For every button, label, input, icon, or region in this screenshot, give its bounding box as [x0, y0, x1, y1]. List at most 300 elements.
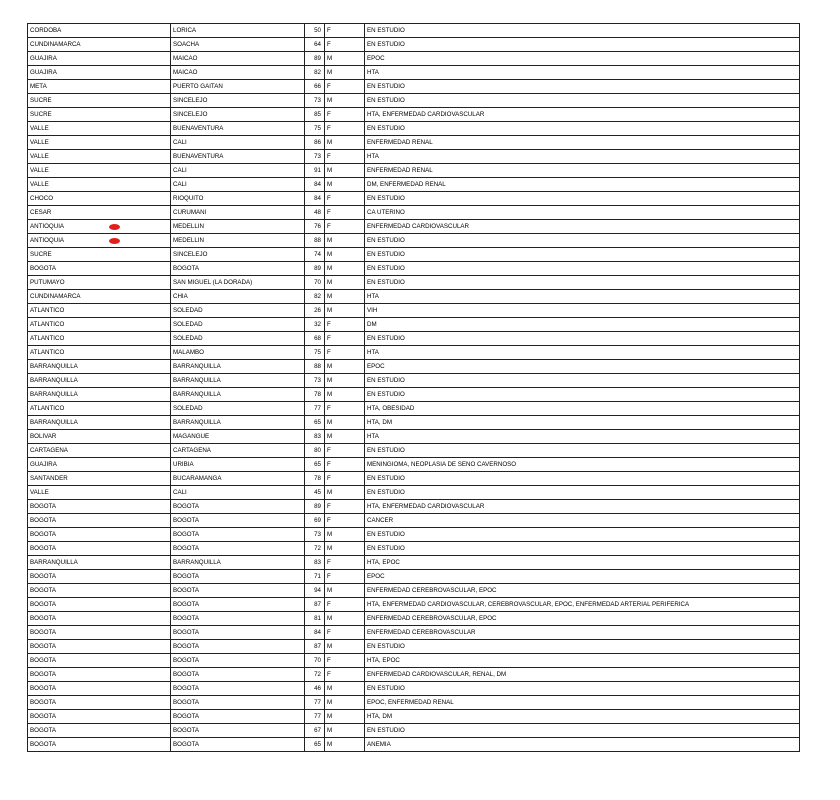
diagnosis-cell: HTA — [365, 150, 800, 164]
diagnosis-cell: CANCER — [365, 514, 800, 528]
age-cell: 87 — [305, 598, 325, 612]
department-cell: VALLE — [28, 486, 171, 500]
department-cell: BARRANQUILLA — [28, 556, 171, 570]
sex-cell: M — [325, 584, 365, 598]
diagnosis-cell: EN ESTUDIO — [365, 192, 800, 206]
sex-cell: F — [325, 514, 365, 528]
diagnosis-cell: ENFERMEDAD RENAL — [365, 164, 800, 178]
city-cell: MEDELLIN — [171, 220, 305, 234]
sex-cell: M — [325, 66, 365, 80]
city-cell: SOLEDAD — [171, 304, 305, 318]
sex-cell: M — [325, 276, 365, 290]
city-cell: URIBIA — [171, 458, 305, 472]
table-row — [28, 514, 800, 528]
city-cell: SOACHA — [171, 38, 305, 52]
city-cell: BOGOTA — [171, 640, 305, 654]
diagnosis-cell: ENFERMEDAD CEREBROVASCULAR — [365, 626, 800, 640]
age-cell: 73 — [305, 528, 325, 542]
sex-cell: F — [325, 654, 365, 668]
department-cell: BOGOTA — [28, 668, 171, 682]
diagnosis-cell: ENFERMEDAD RENAL — [365, 136, 800, 150]
sex-cell: M — [325, 528, 365, 542]
table-row — [28, 402, 800, 416]
sex-cell: M — [325, 682, 365, 696]
diagnosis-cell: EN ESTUDIO — [365, 724, 800, 738]
diagnosis-cell: EPOC — [365, 52, 800, 66]
sex-cell: M — [325, 430, 365, 444]
diagnosis-cell: HTA, ENFERMEDAD CARDIOVASCULAR, CEREBROVASCULAR, EPOC, ENFERMEDAD ARTERIAL PERIFERICA — [365, 598, 800, 612]
age-cell: 67 — [305, 724, 325, 738]
department-cell: VALLE — [28, 136, 171, 150]
city-cell: BOGOTA — [171, 528, 305, 542]
department-cell: BOGOTA — [28, 514, 171, 528]
age-cell: 73 — [305, 94, 325, 108]
department-cell: PUTUMAYO — [28, 276, 171, 290]
sex-cell: M — [325, 640, 365, 654]
table-row — [28, 668, 800, 682]
diagnosis-cell: EN ESTUDIO — [365, 682, 800, 696]
city-cell: BARRANQUILLA — [171, 388, 305, 402]
city-cell: CALI — [171, 164, 305, 178]
city-cell: CHIA — [171, 290, 305, 304]
department-cell: BARRANQUILLA — [28, 360, 171, 374]
city-cell: RIOQUITO — [171, 192, 305, 206]
diagnosis-cell: ENFERMEDAD CARDIOVASCULAR, RENAL, DM — [365, 668, 800, 682]
city-cell: MAICAO — [171, 66, 305, 80]
table-row — [28, 598, 800, 612]
department-cell: ATLANTICO — [28, 402, 171, 416]
city-cell: BOGOTA — [171, 570, 305, 584]
city-cell: BARRANQUILLA — [171, 374, 305, 388]
department-cell: VALLE — [28, 150, 171, 164]
city-cell: PUERTO GAITAN — [171, 80, 305, 94]
diagnosis-cell: EN ESTUDIO — [365, 542, 800, 556]
city-cell: SINCELEJO — [171, 248, 305, 262]
city-cell: MALAMBO — [171, 346, 305, 360]
sex-cell: M — [325, 724, 365, 738]
city-cell: BOGOTA — [171, 710, 305, 724]
department-cell: ANTIOQUIA — [28, 234, 171, 248]
table-row — [28, 150, 800, 164]
department-cell: ATLANTICO — [28, 318, 171, 332]
department-cell: BOGOTA — [28, 682, 171, 696]
diagnosis-cell: EN ESTUDIO — [365, 80, 800, 94]
diagnosis-cell: EN ESTUDIO — [365, 262, 800, 276]
table-row — [28, 486, 800, 500]
age-cell: 50 — [305, 24, 325, 38]
sex-cell: F — [325, 668, 365, 682]
department-cell: CORDOBA — [28, 24, 171, 38]
department-cell: VALLE — [28, 178, 171, 192]
sex-cell: F — [325, 206, 365, 220]
sex-cell: M — [325, 374, 365, 388]
department-cell: BOGOTA — [28, 584, 171, 598]
sex-cell: F — [325, 472, 365, 486]
age-cell: 94 — [305, 584, 325, 598]
table-row — [28, 220, 800, 234]
sex-cell: M — [325, 304, 365, 318]
cases-table-body — [28, 24, 800, 752]
department-cell: BOGOTA — [28, 598, 171, 612]
department-cell: BOLIVAR — [28, 430, 171, 444]
department-cell: BOGOTA — [28, 654, 171, 668]
diagnosis-cell: ENFERMEDAD CARDIOVASCULAR — [365, 220, 800, 234]
diagnosis-cell: MENINGIOMA, NEOPLASIA DE SENO CAVERNOSO — [365, 458, 800, 472]
department-cell: ATLANTICO — [28, 346, 171, 360]
department-cell: BOGOTA — [28, 640, 171, 654]
city-cell: CALI — [171, 136, 305, 150]
age-cell: 66 — [305, 80, 325, 94]
diagnosis-cell: EN ESTUDIO — [365, 640, 800, 654]
sex-cell: M — [325, 360, 365, 374]
age-cell: 77 — [305, 402, 325, 416]
sex-cell: F — [325, 556, 365, 570]
department-cell: META — [28, 80, 171, 94]
city-cell: BOGOTA — [171, 696, 305, 710]
diagnosis-cell: HTA, EPOC — [365, 654, 800, 668]
department-cell: VALLE — [28, 122, 171, 136]
table-row — [28, 388, 800, 402]
diagnosis-cell: EN ESTUDIO — [365, 94, 800, 108]
table-row — [28, 696, 800, 710]
highlight-mark — [109, 238, 120, 244]
diagnosis-cell: EN ESTUDIO — [365, 444, 800, 458]
city-cell: BARRANQUILLA — [171, 416, 305, 430]
age-cell: 83 — [305, 430, 325, 444]
age-cell: 84 — [305, 192, 325, 206]
department-cell: SUCRE — [28, 108, 171, 122]
diagnosis-cell: EN ESTUDIO — [365, 332, 800, 346]
age-cell: 77 — [305, 696, 325, 710]
age-cell: 26 — [305, 304, 325, 318]
city-cell: BUENAVENTURA — [171, 122, 305, 136]
age-cell: 82 — [305, 290, 325, 304]
sex-cell: F — [325, 598, 365, 612]
age-cell: 78 — [305, 472, 325, 486]
sex-cell: M — [325, 94, 365, 108]
diagnosis-cell: HTA, DM — [365, 710, 800, 724]
age-cell: 64 — [305, 38, 325, 52]
department-cell: CARTAGENA — [28, 444, 171, 458]
city-cell: BOGOTA — [171, 542, 305, 556]
table-row — [28, 430, 800, 444]
table-row — [28, 318, 800, 332]
department-cell: GUAJIRA — [28, 458, 171, 472]
table-row — [28, 458, 800, 472]
table-row — [28, 416, 800, 430]
sex-cell: M — [325, 612, 365, 626]
table-row — [28, 304, 800, 318]
diagnosis-cell: EN ESTUDIO — [365, 38, 800, 52]
city-cell: SINCELEJO — [171, 108, 305, 122]
diagnosis-cell: EPOC — [365, 570, 800, 584]
city-cell: BOGOTA — [171, 500, 305, 514]
age-cell: 75 — [305, 346, 325, 360]
city-cell: BUCARAMANGA — [171, 472, 305, 486]
table-row — [28, 332, 800, 346]
age-cell: 75 — [305, 122, 325, 136]
age-cell: 32 — [305, 318, 325, 332]
sex-cell: M — [325, 52, 365, 66]
highlight-mark — [109, 224, 120, 230]
city-cell: BARRANQUILLA — [171, 556, 305, 570]
diagnosis-cell: EN ESTUDIO — [365, 122, 800, 136]
table-row — [28, 206, 800, 220]
table-row — [28, 136, 800, 150]
sex-cell: F — [325, 500, 365, 514]
sex-cell: F — [325, 192, 365, 206]
sex-cell: F — [325, 108, 365, 122]
table-row — [28, 374, 800, 388]
city-cell: MAGANGUE — [171, 430, 305, 444]
age-cell: 86 — [305, 136, 325, 150]
sex-cell: M — [325, 542, 365, 556]
diagnosis-cell: EN ESTUDIO — [365, 486, 800, 500]
city-cell: SAN MIGUEL (LA DORADA) — [171, 276, 305, 290]
table-row — [28, 738, 800, 752]
city-cell: BOGOTA — [171, 584, 305, 598]
age-cell: 46 — [305, 682, 325, 696]
age-cell: 70 — [305, 654, 325, 668]
age-cell: 88 — [305, 360, 325, 374]
department-cell: SANTANDER — [28, 472, 171, 486]
sex-cell: F — [325, 570, 365, 584]
table-row — [28, 290, 800, 304]
department-cell: BOGOTA — [28, 528, 171, 542]
diagnosis-cell: EN ESTUDIO — [365, 388, 800, 402]
sex-cell: F — [325, 402, 365, 416]
department-cell: VALLE — [28, 164, 171, 178]
table-row — [28, 724, 800, 738]
city-cell: CALI — [171, 486, 305, 500]
sex-cell: M — [325, 416, 365, 430]
table-row — [28, 52, 800, 66]
age-cell: 73 — [305, 150, 325, 164]
sex-cell: F — [325, 346, 365, 360]
sex-cell: M — [325, 290, 365, 304]
diagnosis-cell: HTA — [365, 430, 800, 444]
table-row — [28, 80, 800, 94]
city-cell: BARRANQUILLA — [171, 360, 305, 374]
age-cell: 68 — [305, 332, 325, 346]
table-row — [28, 682, 800, 696]
city-cell: SINCELEJO — [171, 94, 305, 108]
sex-cell: F — [325, 626, 365, 640]
table-row — [28, 108, 800, 122]
diagnosis-cell: ANEMIA — [365, 738, 800, 752]
table-row — [28, 66, 800, 80]
sex-cell: F — [325, 444, 365, 458]
table-row — [28, 640, 800, 654]
age-cell: 77 — [305, 710, 325, 724]
diagnosis-cell: EN ESTUDIO — [365, 24, 800, 38]
table-row — [28, 556, 800, 570]
table-row — [28, 528, 800, 542]
department-cell: BOGOTA — [28, 570, 171, 584]
diagnosis-cell: HTA — [365, 346, 800, 360]
department-cell: BOGOTA — [28, 612, 171, 626]
diagnosis-cell: HTA, DM — [365, 416, 800, 430]
age-cell: 82 — [305, 66, 325, 80]
sex-cell: M — [325, 136, 365, 150]
table-row — [28, 164, 800, 178]
table-row — [28, 570, 800, 584]
age-cell: 65 — [305, 458, 325, 472]
table-row — [28, 24, 800, 38]
table-row — [28, 584, 800, 598]
sex-cell: M — [325, 486, 365, 500]
department-cell: ANTIOQUIA — [28, 220, 171, 234]
age-cell: 78 — [305, 388, 325, 402]
age-cell: 74 — [305, 248, 325, 262]
age-cell: 84 — [305, 178, 325, 192]
age-cell: 84 — [305, 626, 325, 640]
diagnosis-cell: CA UTERINO — [365, 206, 800, 220]
sex-cell: M — [325, 388, 365, 402]
department-cell: BOGOTA — [28, 724, 171, 738]
department-cell: CUNDINAMARCA — [28, 38, 171, 52]
table-row — [28, 654, 800, 668]
diagnosis-cell: ENFERMEDAD CEREBROVASCULAR, EPOC — [365, 612, 800, 626]
age-cell: 85 — [305, 108, 325, 122]
department-cell: BOGOTA — [28, 738, 171, 752]
age-cell: 71 — [305, 570, 325, 584]
city-cell: BOGOTA — [171, 682, 305, 696]
city-cell: SOLEDAD — [171, 332, 305, 346]
diagnosis-cell: EN ESTUDIO — [365, 528, 800, 542]
city-cell: BOGOTA — [171, 724, 305, 738]
age-cell: 72 — [305, 668, 325, 682]
table-row — [28, 710, 800, 724]
age-cell: 91 — [305, 164, 325, 178]
diagnosis-cell: HTA, OBESIDAD — [365, 402, 800, 416]
diagnosis-cell: HTA — [365, 66, 800, 80]
diagnosis-cell: ENFERMEDAD CEREBROVASCULAR, EPOC — [365, 584, 800, 598]
table-row — [28, 360, 800, 374]
city-cell: BOGOTA — [171, 262, 305, 276]
diagnosis-cell: EN ESTUDIO — [365, 472, 800, 486]
city-cell: BOGOTA — [171, 668, 305, 682]
age-cell: 88 — [305, 234, 325, 248]
age-cell: 65 — [305, 416, 325, 430]
city-cell: CARTAGENA — [171, 444, 305, 458]
sex-cell: F — [325, 38, 365, 52]
age-cell: 89 — [305, 262, 325, 276]
sex-cell: F — [325, 318, 365, 332]
table-row — [28, 612, 800, 626]
diagnosis-cell: HTA, ENFERMEDAD CARDIOVASCULAR — [365, 500, 800, 514]
sex-cell: M — [325, 234, 365, 248]
table-row — [28, 248, 800, 262]
city-cell: BOGOTA — [171, 738, 305, 752]
sex-cell: F — [325, 150, 365, 164]
age-cell: 87 — [305, 640, 325, 654]
age-cell: 73 — [305, 374, 325, 388]
age-cell: 45 — [305, 486, 325, 500]
age-cell: 89 — [305, 52, 325, 66]
age-cell: 65 — [305, 738, 325, 752]
diagnosis-cell: DM, ENFERMEDAD RENAL — [365, 178, 800, 192]
department-cell: CESAR — [28, 206, 171, 220]
age-cell: 83 — [305, 556, 325, 570]
table-row — [28, 38, 800, 52]
department-cell: CHOCO — [28, 192, 171, 206]
age-cell: 80 — [305, 444, 325, 458]
diagnosis-cell: EN ESTUDIO — [365, 248, 800, 262]
age-cell: 48 — [305, 206, 325, 220]
city-cell: MEDELLIN — [171, 234, 305, 248]
diagnosis-cell: EN ESTUDIO — [365, 374, 800, 388]
sex-cell: F — [325, 458, 365, 472]
department-cell: ATLANTICO — [28, 332, 171, 346]
sex-cell: M — [325, 164, 365, 178]
department-cell: BOGOTA — [28, 500, 171, 514]
cases-table — [27, 23, 800, 752]
city-cell: MAICAO — [171, 52, 305, 66]
department-cell: BARRANQUILLA — [28, 416, 171, 430]
table-row — [28, 444, 800, 458]
diagnosis-cell: EN ESTUDIO — [365, 276, 800, 290]
city-cell: SOLEDAD — [171, 318, 305, 332]
age-cell: 70 — [305, 276, 325, 290]
age-cell: 89 — [305, 500, 325, 514]
diagnosis-cell: DM — [365, 318, 800, 332]
department-cell: BOGOTA — [28, 710, 171, 724]
sex-cell: F — [325, 80, 365, 94]
city-cell: BUENAVENTURA — [171, 150, 305, 164]
sex-cell: F — [325, 24, 365, 38]
city-cell: BOGOTA — [171, 612, 305, 626]
age-cell: 76 — [305, 220, 325, 234]
age-cell: 81 — [305, 612, 325, 626]
table-row — [28, 178, 800, 192]
department-cell: BOGOTA — [28, 542, 171, 556]
table-row — [28, 234, 800, 248]
table-row — [28, 626, 800, 640]
city-cell: CALI — [171, 178, 305, 192]
diagnosis-cell: HTA — [365, 290, 800, 304]
department-cell: BOGOTA — [28, 696, 171, 710]
diagnosis-cell: VIH — [365, 304, 800, 318]
department-cell: SUCRE — [28, 94, 171, 108]
department-cell: GUAJIRA — [28, 52, 171, 66]
table-row — [28, 346, 800, 360]
department-cell: BARRANQUILLA — [28, 388, 171, 402]
sex-cell: M — [325, 178, 365, 192]
sex-cell: F — [325, 332, 365, 346]
table-row — [28, 94, 800, 108]
age-cell: 69 — [305, 514, 325, 528]
table-row — [28, 500, 800, 514]
diagnosis-cell: HTA, EPOC — [365, 556, 800, 570]
table-row — [28, 192, 800, 206]
sex-cell: M — [325, 710, 365, 724]
table-row — [28, 472, 800, 486]
department-cell: BOGOTA — [28, 626, 171, 640]
diagnosis-cell: EPOC — [365, 360, 800, 374]
table-row — [28, 262, 800, 276]
city-cell: BOGOTA — [171, 598, 305, 612]
diagnosis-cell: EN ESTUDIO — [365, 234, 800, 248]
city-cell: BOGOTA — [171, 514, 305, 528]
sex-cell: F — [325, 122, 365, 136]
sex-cell: M — [325, 738, 365, 752]
diagnosis-cell: HTA, ENFERMEDAD CARDIOVASCULAR — [365, 108, 800, 122]
sex-cell: F — [325, 220, 365, 234]
city-cell: CURUMANI — [171, 206, 305, 220]
table-row — [28, 542, 800, 556]
department-cell: SUCRE — [28, 248, 171, 262]
